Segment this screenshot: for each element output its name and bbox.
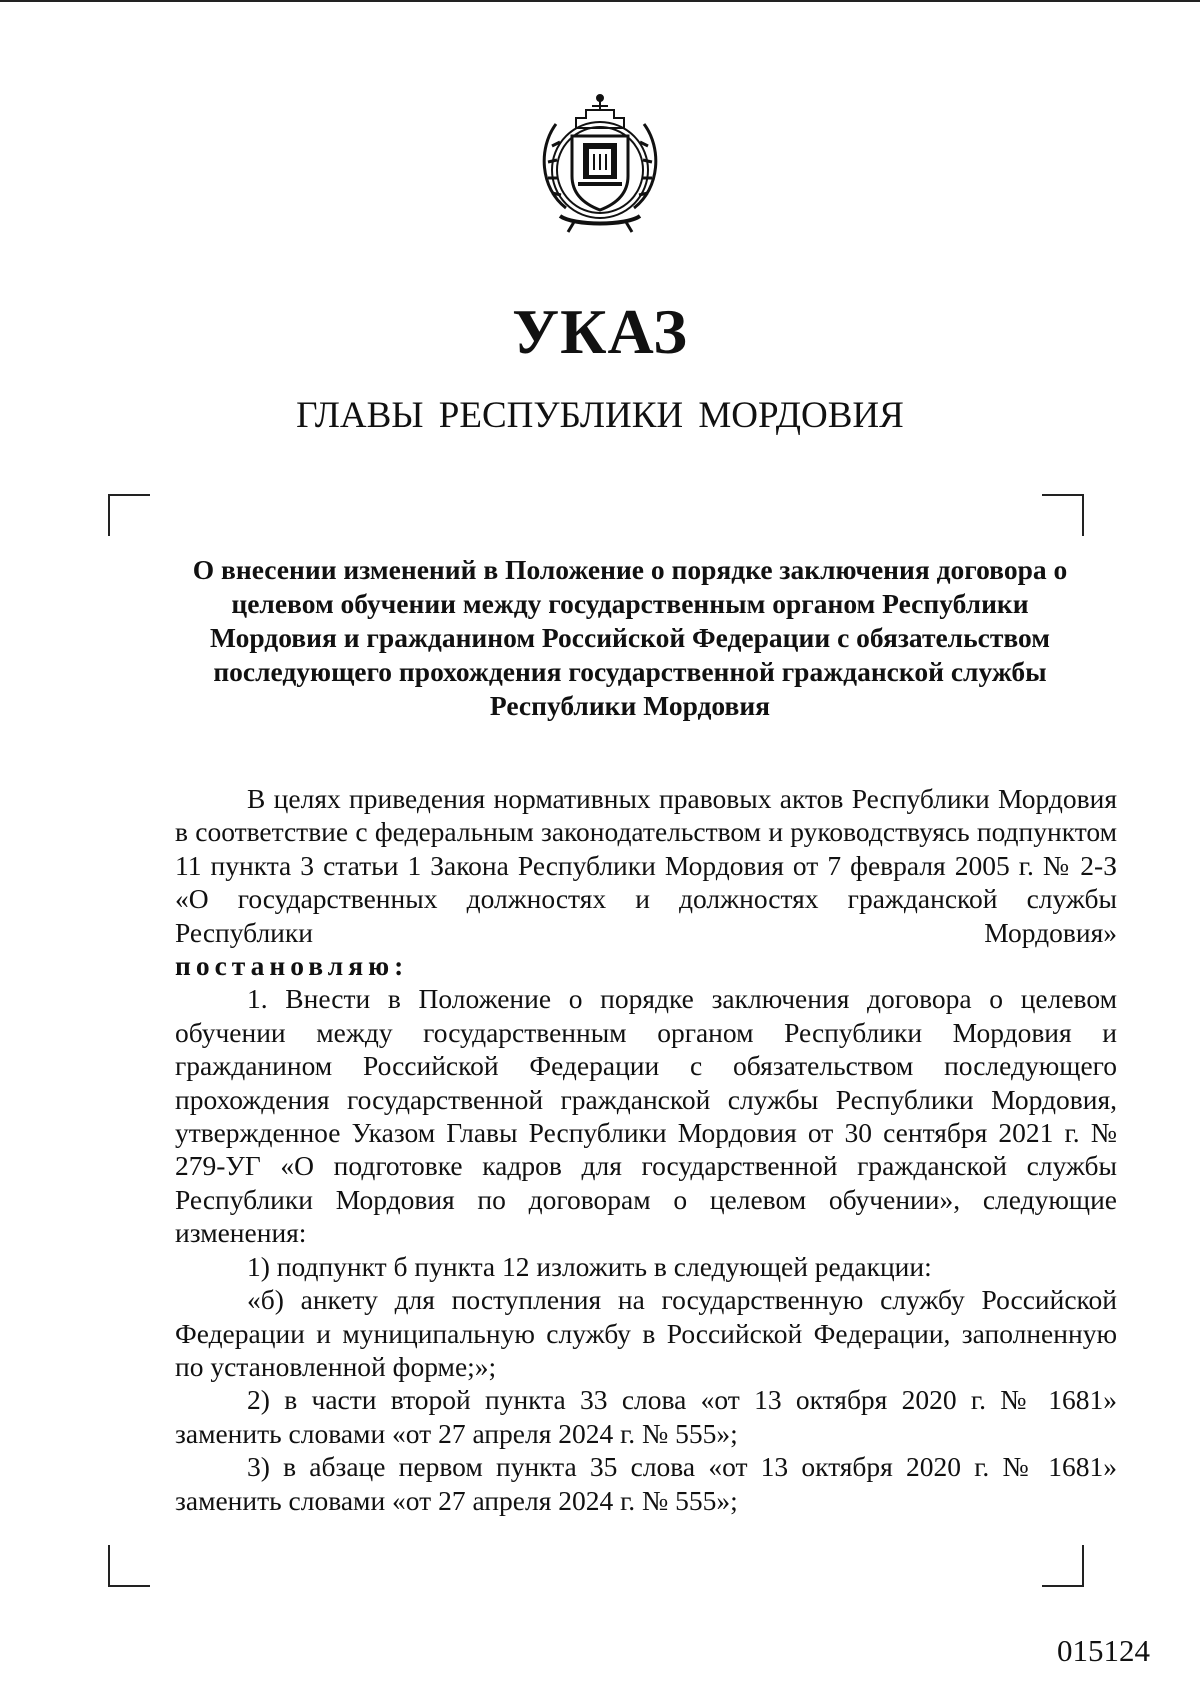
corner-mark-bottom-right — [1042, 1545, 1084, 1587]
item-3: 3) в абзаце первом пункта 35 слова «от 13 октября 2020 г. № 1681» заменить словами «от 27 апреля 2024 г. № 555»; — [175, 1451, 1117, 1516]
item-1: 1) подпункт б пункта 12 изложить в следующей редакции: — [247, 1250, 932, 1282]
corner-mark-top-left — [108, 494, 150, 536]
document-number: 015124 — [1057, 1633, 1150, 1668]
document-type-heading: УКАЗ — [512, 296, 688, 367]
document-body — [175, 782, 1117, 1517]
item-1-text: «б) анкету для поступления на государственную службу Российской Федерации и муниципальную службу в Российской Федерации, заполненную по установленной форме;»; — [175, 1284, 1117, 1382]
coat-of-arms-icon — [530, 88, 670, 238]
issuer-heading: ГЛАВЫ РЕСПУБЛИКИ МОРДОВИЯ — [296, 395, 904, 436]
decree-line — [175, 949, 1117, 982]
clause-1: 1. Внести в Положение о порядке заключения договора о целевом обучении между государственным органом Республики Мордовия и гражданином Российской Федерации с обязательством последующего прохождения государственной гражданской службы Республики Мордовия, утвержденное Указом Главы Республики Мордовия от 30 сентября 2021 г. № 279-УГ «О подготовке кадров для государственной гражданской службы Республики Мордовия по договорам о целевом обучении», следующие изменения: — [175, 983, 1117, 1249]
document-title: О внесении изменений в Положение о порядке заключения договора о целевом обучении между государственным органом Республики Мордовия и гражданином Российской Федерации с обязательством последующего прохождения государственной гражданской службы Республики Мордовия — [192, 554, 1068, 721]
corner-mark-bottom-left — [108, 1545, 150, 1587]
preamble-paragraph: В целях приведения нормативных правовых актов Республики Мордовия в соответствие с федеральным законодательством и руководствуясь подпунктом 11 пункта 3 статьи 1 Закона Республики Мордовия от 7 февраля 2005 г. № 2-З «О государственных должностях и должностях гражданской службы Республики Мордовия» — [175, 783, 1117, 948]
corner-mark-top-right — [1042, 494, 1084, 536]
decree-word: постановляю: — [175, 950, 409, 982]
page-top-border — [0, 0, 1200, 2]
item-2: 2) в части второй пункта 33 слова «от 13 октября 2020 г. № 1681» заменить словами «от 27 апреля 2024 г. № 555»; — [175, 1384, 1117, 1449]
